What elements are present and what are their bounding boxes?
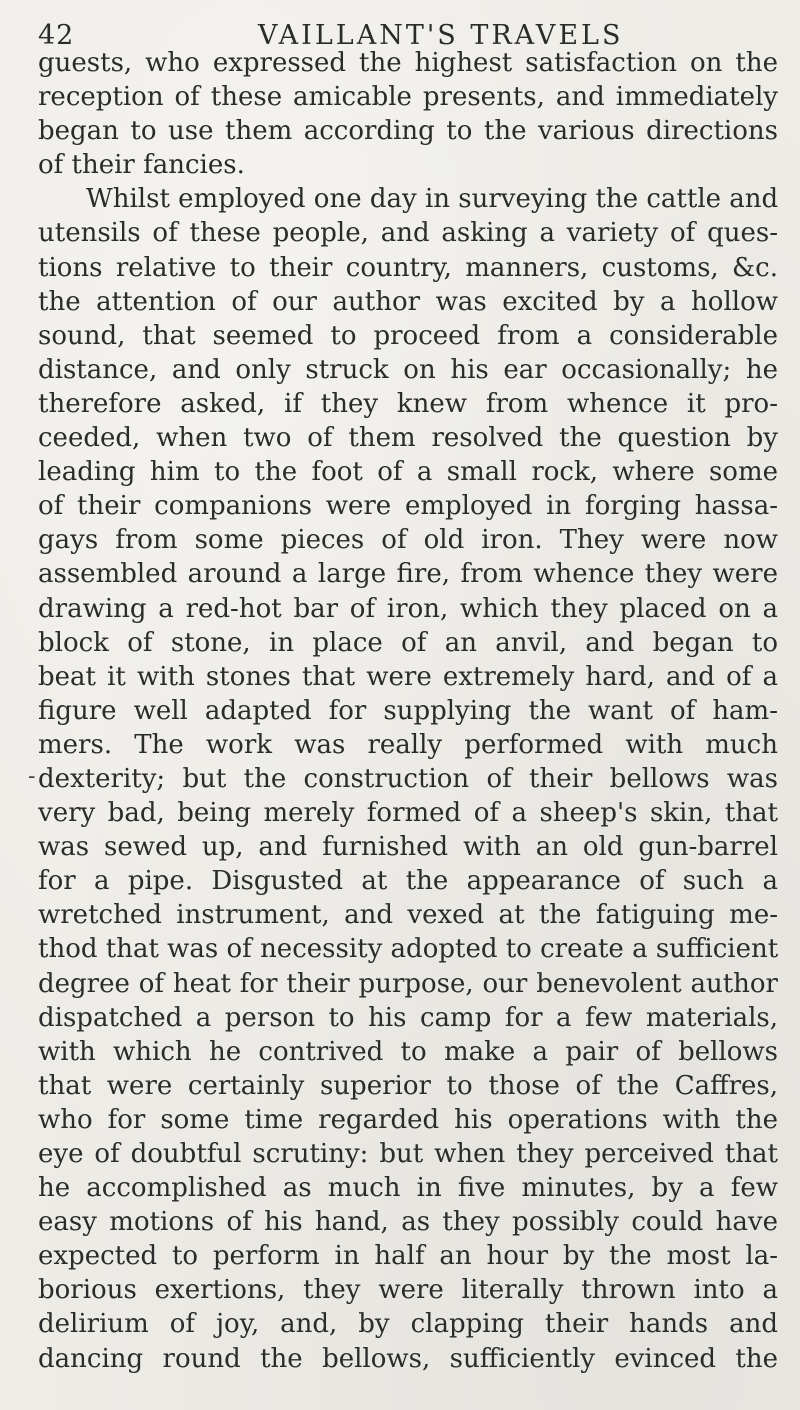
text-line: beat it with stones that were extremely hard, and of a — [38, 661, 778, 692]
text-line: dispatched a person to his camp for a few materials, — [38, 1002, 778, 1033]
text-line: dexterity; but the construction of their bellows was — [38, 763, 778, 794]
text-line: who for some time regarded his operations with the — [38, 1104, 778, 1135]
text-line: degree of heat for their purpose, our benevolent author — [38, 968, 778, 999]
text-line: therefore asked, if they knew from whence it pro- — [38, 388, 778, 419]
text-line: block of stone, in place of an anvil, and began to — [38, 627, 778, 658]
text-line: dancing round the bellows, sufficiently evinced the — [38, 1343, 778, 1374]
text-line: began to use them according to the various directions — [38, 116, 778, 147]
text-line: sound, that seemed to proceed from a considerable — [38, 320, 778, 351]
text-line: of their companions were employed in forging hassa- — [38, 491, 778, 522]
text-line: leading him to the foot of a small rock, where some — [38, 457, 778, 488]
text-line: was sewed up, and furnished with an old gun-barrel — [38, 832, 778, 863]
text-line: ceeded, when two of them resolved the question by — [38, 423, 778, 454]
text-line: that were certainly superior to those of the Caffres, — [38, 1070, 778, 1101]
text-line: guests, who expressed the highest satisfaction on the — [38, 48, 778, 78]
text-line: borious exertions, they were literally thrown into a — [38, 1275, 778, 1306]
text-line: assembled around a large fire, from whence they were — [38, 559, 778, 590]
body-text — [38, 46, 778, 1376]
text-line: of their fancies. — [38, 150, 245, 181]
text-line: mers. The work was really performed with much — [38, 729, 778, 760]
text-line: utensils of these people, and asking a variety of ques- — [38, 218, 778, 249]
text-line: gays from some pieces of old iron. They were now — [38, 525, 778, 556]
text-line: tions relative to their country, manners, customs, &c. — [38, 252, 778, 283]
text-line: distance, and only struck on his ear occasionally; he — [38, 354, 778, 385]
text-line: reception of these amicable presents, and immediately — [38, 82, 778, 113]
text-line: easy motions of his hand, as they possibly could have — [38, 1207, 778, 1238]
page-number: 42 — [38, 20, 75, 51]
text-line: with which he contrived to make a pair of bellows — [38, 1036, 778, 1067]
text-line: Whilst employed one day in surveying the cattle and — [86, 184, 778, 215]
text-line: he accomplished as much in five minutes, by a few — [38, 1173, 778, 1204]
text-line: very bad, being merely formed of a sheep's skin, that — [38, 798, 778, 829]
text-line: the attention of our author was excited by a hollow — [38, 286, 778, 317]
text-line: wretched instrument, and vexed at the fatiguing me- — [38, 900, 778, 931]
text-line: drawing a red-hot bar of iron, which they placed on a — [38, 593, 778, 624]
text-line: for a pipe. Disgusted at the appearance of such a — [38, 866, 778, 897]
running-title: VAILLANT'S TRAVELS — [258, 20, 624, 51]
margin-dash: - — [28, 764, 36, 789]
text-line: figure well adapted for supplying the want of ham- — [38, 695, 778, 726]
text-line: thod that was of necessity adopted to create a sufficient — [38, 934, 778, 965]
text-line: delirium of joy, and, by clapping their hands and — [38, 1309, 778, 1340]
text-line: expected to perform in half an hour by the most la- — [38, 1241, 778, 1272]
text-line: eye of doubtful scrutiny: but when they perceived that — [38, 1139, 778, 1169]
